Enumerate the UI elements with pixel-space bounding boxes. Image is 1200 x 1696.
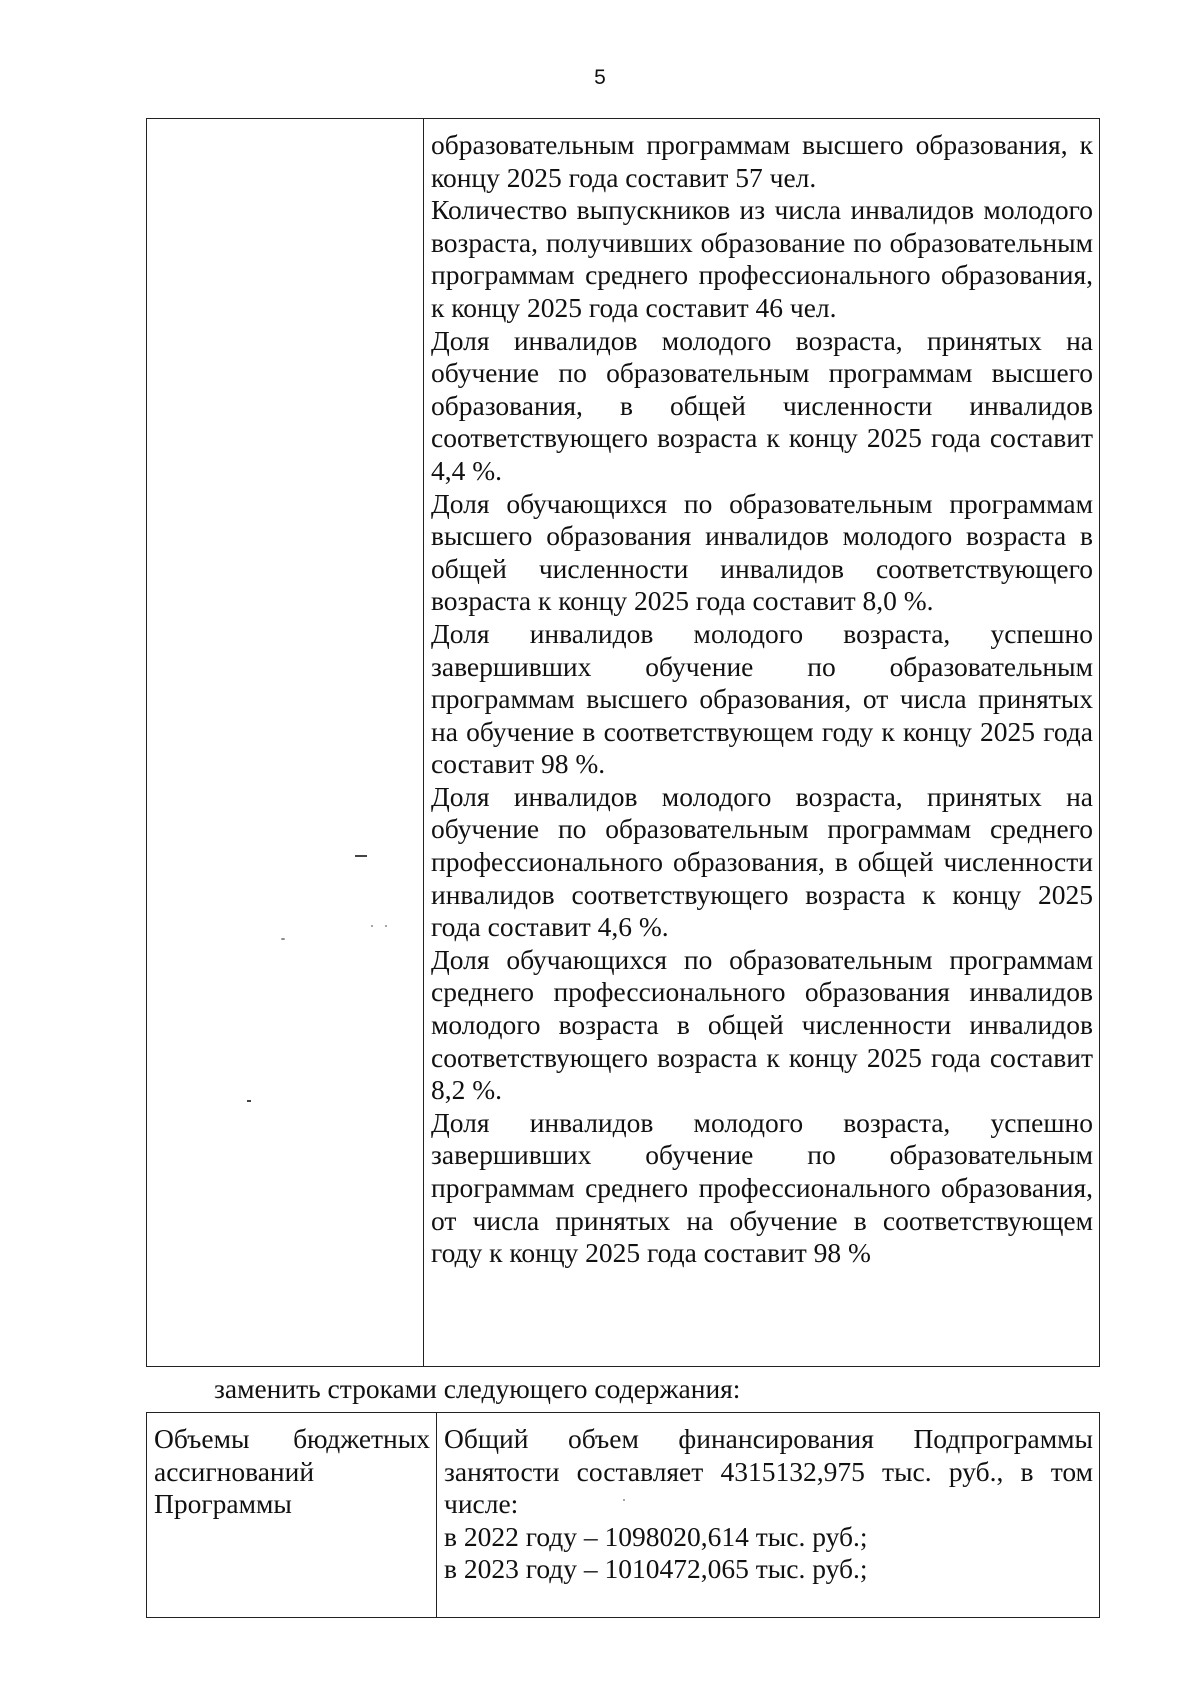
- scan-speck: [281, 938, 285, 940]
- indicators-table: [146, 118, 1100, 1367]
- scan-speck: [371, 925, 373, 927]
- page-number: 5: [594, 66, 606, 89]
- left-empty-cell: [147, 119, 424, 1367]
- financing-intro: Общий объем финансирования Подпрограммы занятости составляет 4315132,975 тыс. руб., в том числе:: [444, 1423, 1093, 1520]
- scan-speck: [623, 1499, 625, 1501]
- financing-year-line: в 2022 году – 1098020,614 тыс. руб.;: [444, 1520, 868, 1552]
- indicator-paragraph: Доля инвалидов молодого возраста, успешно завершивших обучение по образовательным программам высшего образования, от числа принятых на обучение в соответствующем году к концу 2025 года составит 98 %.: [431, 617, 1093, 780]
- indicator-paragraph: Доля обучающихся по образовательным программам среднего профессионального образования инвалидов молодого возраста в общей численности инвалидов соответствующего возраста к концу 2025 года составит 8,2 %.: [431, 943, 1093, 1106]
- scan-dash-mark: [247, 1100, 251, 1102]
- scan-speck: [385, 925, 387, 927]
- indicators-text-cell: [424, 119, 1100, 1367]
- indicator-paragraph: Доля инвалидов молодого возраста, успешно завершивших обучение по образовательным программам среднего профессионального образования, от числа принятых на обучение в соответствующем году к концу 2025 года составит 98 %: [431, 1106, 1093, 1269]
- indicator-paragraph: Доля инвалидов молодого возраста, принятых на обучение по образовательным программам высшего образования, в общей численности инвалидов соответствующего возраста к концу 2025 года составит 4,4 %.: [431, 324, 1093, 486]
- scan-dash-mark: [355, 855, 367, 857]
- budget-table: [146, 1412, 1100, 1618]
- label-word: Объемы: [154, 1423, 250, 1454]
- financing-year-line: в 2023 году – 1010472,065 тыс. руб.;: [444, 1553, 868, 1585]
- budget-label: [154, 1423, 430, 1521]
- label-line: Программы: [154, 1488, 292, 1520]
- replacement-instruction: заменить строками следующего содержания:: [214, 1373, 741, 1404]
- indicator-paragraph: Доля обучающихся по образовательным программам высшего образования инвалидов молодого возраста в общей численности инвалидов соответствующего возраста к концу 2025 года составит 8,0 %.: [431, 487, 1093, 617]
- indicator-paragraph: Доля инвалидов молодого возраста, принятых на обучение по образовательным программам среднего профессионального образования, в общей численности инвалидов соответствующего возраста к концу 2025 года составит 4,6 %.: [431, 780, 1093, 943]
- table-row: [147, 1413, 1100, 1618]
- label-line: ассигнований: [154, 1455, 315, 1487]
- indicator-paragraph: Количество выпускников из числа инвалидов молодого возраста, получивших образование по образовательным программам среднего профессионального образования, к концу 2025 года составит 46 чел.: [431, 194, 1093, 323]
- label-word: бюджетных: [293, 1423, 430, 1454]
- budget-label-cell: [147, 1413, 437, 1618]
- indicator-paragraph: образовательным программам высшего образования, к концу 2025 года составит 57 чел.: [431, 129, 1093, 193]
- table-row: [147, 119, 1100, 1367]
- financing-cell: [437, 1413, 1100, 1618]
